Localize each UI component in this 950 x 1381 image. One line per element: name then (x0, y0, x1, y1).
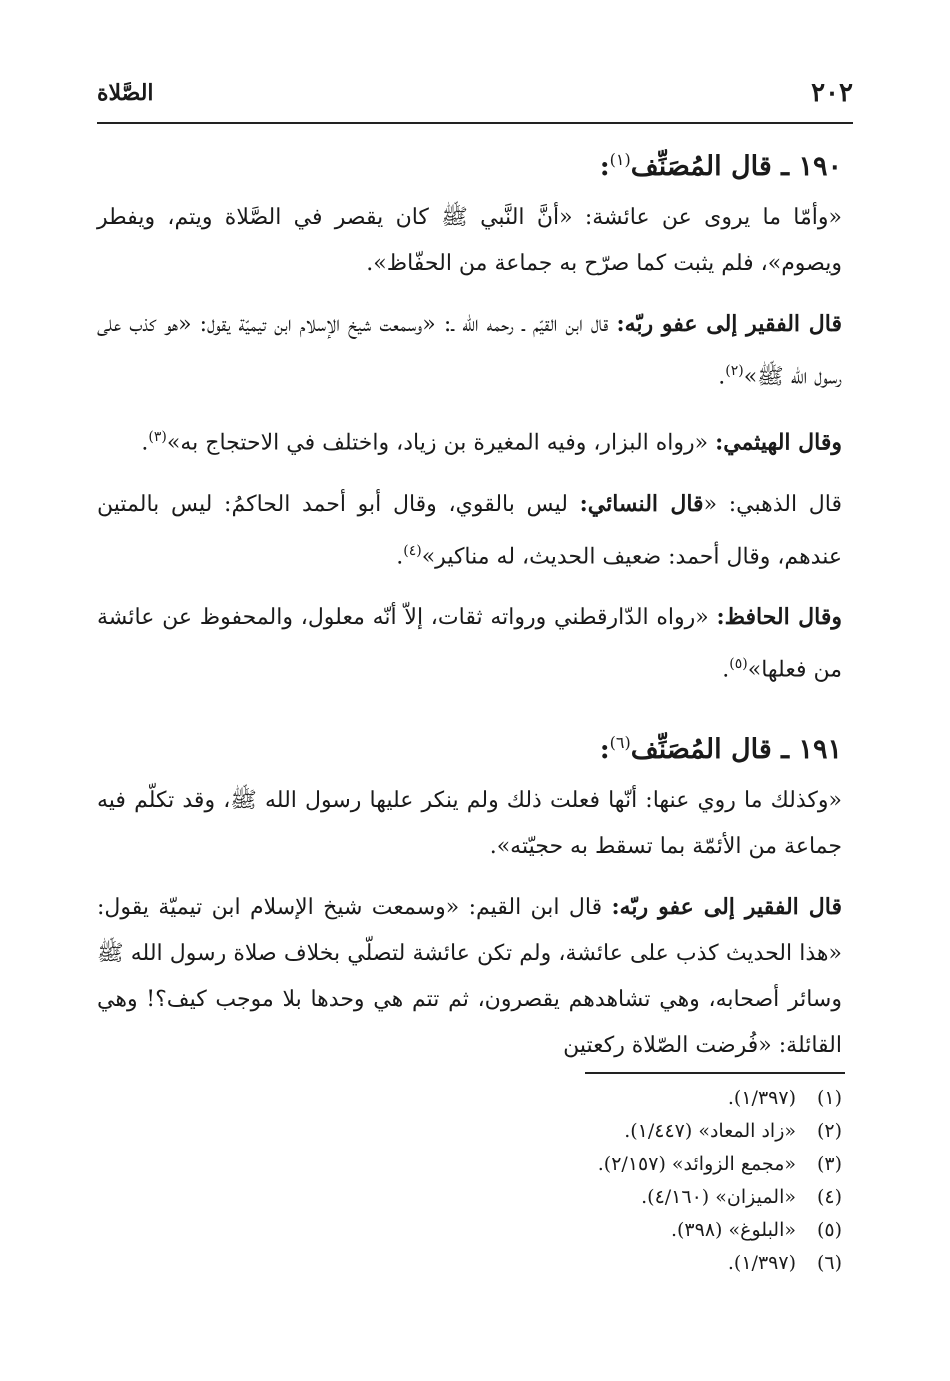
heading-suffix: : (599, 734, 610, 766)
footnote-number: (٤) (816, 1186, 842, 1208)
quote-paragraph: «وكذلك ما روي عنها: أنّها فعلت ذلك ولم ينكر عليها رسول الله ﷺ، وقد تكلّم فيه جماعة من الأئمّة بما تسقط به حجيّته». (97, 788, 842, 860)
heading-text: ١٩١ ـ قال المُصَنِّف (630, 734, 842, 766)
footnote-number: (١) (816, 1087, 842, 1109)
header-divider (97, 122, 853, 124)
footnote-item (342, 1148, 842, 1181)
footnote-item (342, 1181, 842, 1214)
footnote-item (342, 1214, 842, 1247)
commentary-paragraph (97, 481, 842, 580)
footnote-number: (٥) (816, 1219, 842, 1241)
commentary-paragraph (97, 301, 842, 400)
heading-suffix: : (599, 151, 610, 182)
page-number: ٢٠٢ (811, 78, 853, 108)
paragraph-end: . (722, 657, 730, 683)
footnote-text: «مجمع الزوائد» (٢/١٥٧). (597, 1153, 796, 1175)
paragraph-lead: وقال الحافظ: (716, 603, 842, 630)
footnote-text: «زاد المعاد» (١/٤٤٧). (624, 1120, 796, 1142)
paragraph-lead: وقال الهيثمي: (715, 429, 842, 456)
footnote-ref[interactable]: (٤) (403, 542, 422, 559)
footnote-text: (١/٣٩٧). (727, 1087, 796, 1109)
paragraph-end: . (141, 430, 149, 456)
commentary-paragraph (97, 414, 842, 466)
paragraph-intro: قال الذهبي: « (703, 491, 842, 517)
heading-text: ١٩٠ ـ قال المُصَنِّف (630, 151, 842, 182)
footnote-text: «البلوغ» (٣٩٨). (670, 1219, 796, 1241)
footnote-number: (٢) (816, 1120, 842, 1142)
footnote-item (342, 1247, 842, 1280)
footnote-text: «الميزان» (٤/١٦٠). (641, 1186, 796, 1208)
footnote-ref[interactable]: (٦) (609, 733, 631, 753)
section-heading-190 (97, 140, 842, 187)
paragraph-text: ليس بالقوي، وقال أبو أحمد الحاكمُ: ليس بالمتين عندهم، وقال أحمد: ضعيف الحديث، له مناكير» (97, 491, 842, 569)
footnote-ref[interactable]: (٥) (729, 655, 748, 672)
commentary-paragraph (97, 884, 842, 1069)
paragraph-lead: قال النسائي: (579, 490, 704, 517)
footnote-item (342, 1082, 842, 1115)
footnote-text: (١/٣٩٧). (727, 1252, 796, 1274)
quote-paragraph: «وأمّا ما يروى عن عائشة: «أنَّ النَّبي ﷺ كان يقصر في الصَّلاة ويتم، ويفطر ويصوم»، فلم يثبت كما صرّح به جماعة من الحفّاظ». (97, 205, 842, 276)
running-title: الصَّلاة (97, 80, 154, 106)
paragraph-text: «رواه الدّارقطني ورواته ثقات، إلاّ أنّه معلول، والمحفوظ عن عائشة من فعلها» (97, 604, 842, 683)
section-gap (97, 707, 842, 723)
page-header (97, 78, 853, 118)
paragraph-end: . (396, 543, 404, 569)
paragraph-text: «رواه البزار، وفيه المغيرة بن زياد، واختلف في الاحتجاج به» (166, 430, 716, 456)
paragraph-end: . (718, 364, 726, 390)
footnote-number: (٦) (816, 1252, 842, 1274)
paragraph-lead: قال الفقير إلى عفو ربّه: (611, 894, 842, 921)
paragraph-text: قال ابن القيم: «وسمعت شيخ الإسلام ابن تيميّة يقول: «هذا الحديث كذب على عائشة، ولم تكن عائشة لتصلّي بخلاف صلاة رسول الله ﷺ وسائر أصحابه، وهي تشاهدهم يقصرون، ثم تتم هي وحدها بلا موجب كيف؟! وهي القائلة: «فُرضت الصّلاة ركعتين (97, 895, 842, 1059)
footnotes (342, 1082, 842, 1280)
footnote-item (342, 1115, 842, 1148)
footnote-ref[interactable]: (٣) (148, 429, 167, 446)
footnote-ref[interactable]: (١) (609, 150, 631, 169)
footnote-divider (585, 1072, 845, 1074)
commentary-paragraph (97, 594, 842, 693)
paragraph-lead: قال الفقير إلى عفو ربّه: (616, 311, 842, 337)
footnote-ref[interactable]: (٢) (725, 363, 744, 379)
main-text (97, 140, 842, 1083)
section-heading-191 (97, 723, 842, 770)
paragraph-text: قال ابن القيّم ـ رحمه الله ـ: «وسمعت شيخ الإسلام ابن تيميّة يقول: «هو كذب على رسول الله ﷺ» (97, 312, 842, 390)
footnote-number: (٣) (816, 1153, 842, 1175)
